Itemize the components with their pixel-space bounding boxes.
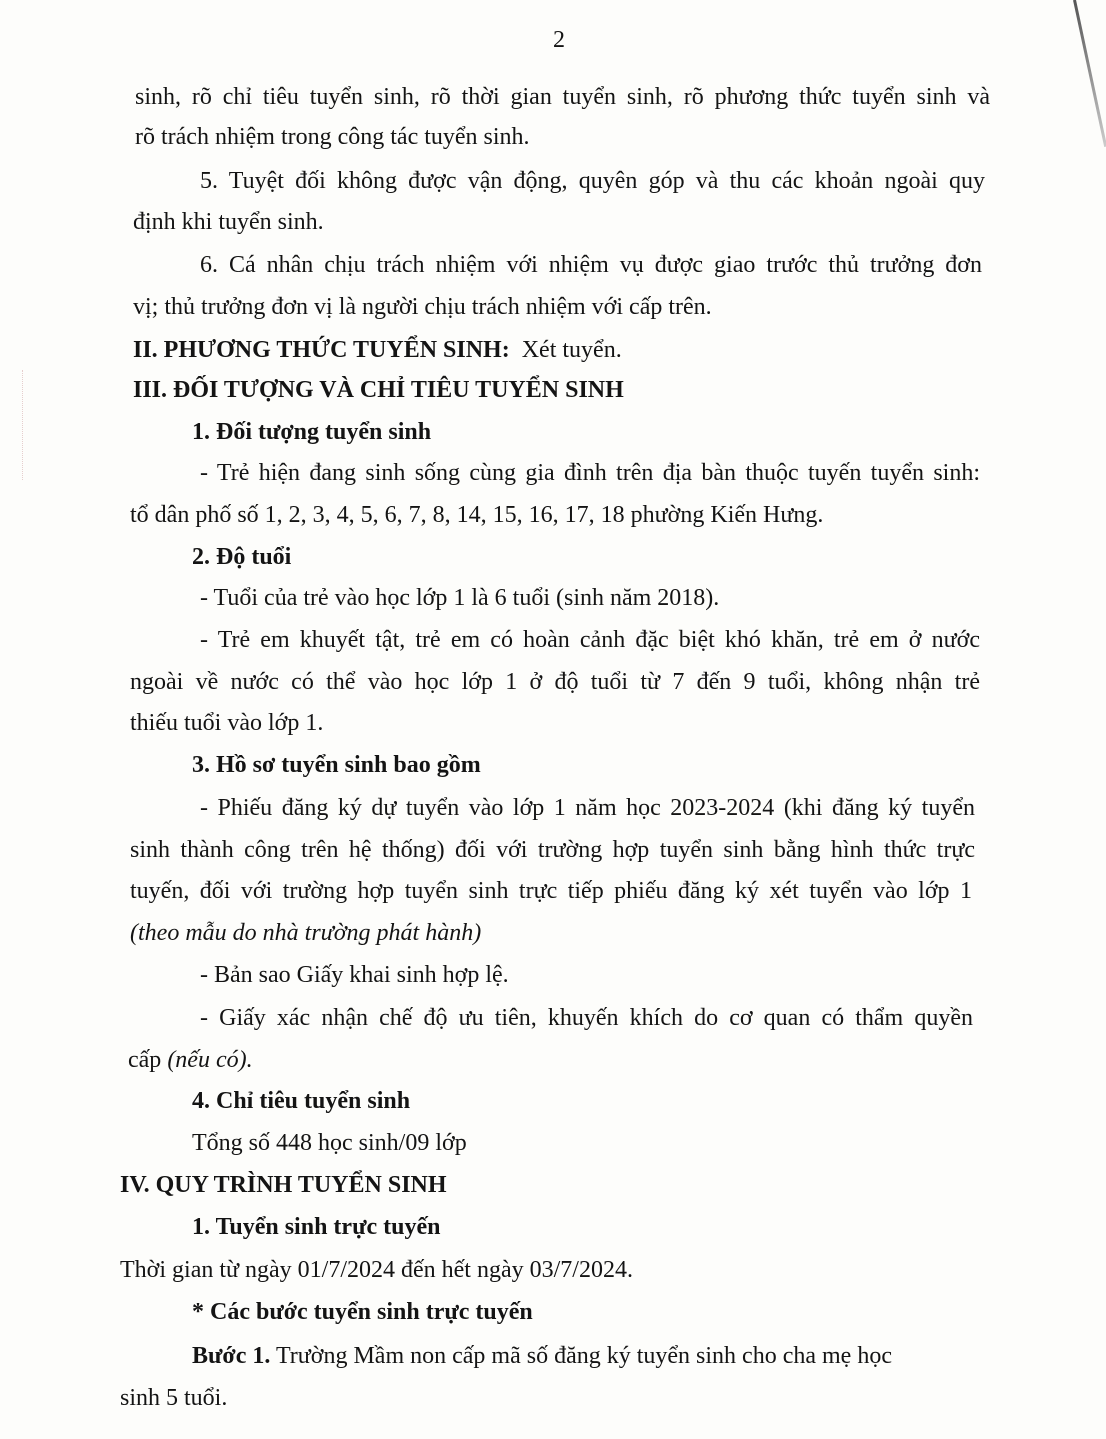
heading-text: II. PHƯƠNG THỨC TUYỂN SINH: xyxy=(133,337,510,363)
section-heading-ii xyxy=(133,335,622,365)
subheading: 1. Đối tượng tuyển sinh xyxy=(192,419,432,445)
paragraph-line: - Phiếu đăng ký dự tuyển vào lớp 1 năm học 2023-2024 (khi đăng ký tuyển xyxy=(200,795,975,821)
paragraph-line: 5. Tuyệt đối không được vận động, quyên góp và thu các khoản ngoài quy xyxy=(200,168,985,194)
subheading: 4. Chỉ tiêu tuyển sinh xyxy=(192,1088,411,1114)
subheading: 1. Tuyển sinh trực tuyến xyxy=(192,1214,441,1240)
note: (nếu có). xyxy=(167,1047,253,1073)
paragraph-line: tuyến, đối với trường hợp tuyển sinh trực tiếp phiếu đăng ký xét tuyển vào lớp 1 xyxy=(130,878,972,904)
paragraph-line: Tổng số 448 học sinh/09 lớp xyxy=(192,1130,467,1156)
paragraph-line: sinh, rõ chỉ tiêu tuyển sinh, rõ thời gian tuyển sinh, rõ phương thức tuyển sinh và xyxy=(135,84,990,110)
paragraph-line: sinh thành công trên hệ thống) đối với trường hợp tuyển sinh bằng hình thức trực xyxy=(130,837,975,863)
heading-value: Xét tuyển. xyxy=(521,337,622,363)
paragraph-line: tổ dân phố số 1, 2, 3, 4, 5, 6, 7, 8, 14, 15, 16, 17, 18 phường Kiến Hưng. xyxy=(130,502,824,528)
paragraph-line: định khi tuyển sinh. xyxy=(133,209,324,235)
step-label: Bước 1. xyxy=(192,1343,271,1369)
subheading: 3. Hồ sơ tuyển sinh bao gồm xyxy=(192,752,481,778)
section-heading-iii: III. ĐỐI TƯỢNG VÀ CHỈ TIÊU TUYỂN SINH xyxy=(133,377,624,403)
paragraph-line: ngoài về nước có thể vào học lớp 1 ở độ tuổi từ 7 đến 9 tuổi, không nhận trẻ xyxy=(130,669,980,695)
subheading: * Các bước tuyển sinh trực tuyến xyxy=(192,1299,533,1325)
step-text: Trường Mầm non cấp mã số đăng ký tuyển sinh cho cha mẹ học xyxy=(275,1343,892,1369)
stamp-fragment xyxy=(0,370,23,480)
paragraph-line: Thời gian từ ngày 01/7/2024 đến hết ngày 03/7/2024. xyxy=(120,1257,633,1283)
paragraph-line: - Tuổi của trẻ vào học lớp 1 là 6 tuổi (sinh năm 2018). xyxy=(200,585,720,611)
paragraph-line: - Bản sao Giấy khai sinh hợp lệ. xyxy=(200,962,509,988)
section-heading-iv: IV. QUY TRÌNH TUYỂN SINH xyxy=(120,1172,447,1198)
page-number: 2 xyxy=(553,27,565,53)
paragraph-line: vị; thủ trưởng đơn vị là người chịu trách nhiệm với cấp trên. xyxy=(133,294,712,320)
subheading: 2. Độ tuổi xyxy=(192,544,292,570)
paragraph-line: rõ trách nhiệm trong công tác tuyển sinh. xyxy=(135,124,530,150)
paragraph-line: 6. Cá nhân chịu trách nhiệm với nhiệm vụ được giao trước thủ trưởng đơn xyxy=(200,252,982,278)
paragraph-line: - Trẻ hiện đang sinh sống cùng gia đình trên địa bàn thuộc tuyến tuyển sinh: xyxy=(200,460,980,486)
page-edge-shadow xyxy=(1073,0,1106,147)
paragraph-line: - Giấy xác nhận chế độ ưu tiên, khuyến khích do cơ quan có thẩm quyền xyxy=(200,1005,973,1031)
paragraph-line xyxy=(192,1341,892,1371)
paragraph-line: sinh 5 tuổi. xyxy=(120,1385,228,1411)
paragraph-line-note: (theo mẫu do nhà trường phát hành) xyxy=(130,920,482,946)
paragraph-line: thiếu tuổi vào lớp 1. xyxy=(130,710,324,736)
paragraph-line: - Trẻ em khuyết tật, trẻ em có hoàn cảnh đặc biệt khó khăn, trẻ em ở nước xyxy=(200,627,980,653)
text: cấp xyxy=(128,1047,162,1073)
paragraph-line xyxy=(128,1045,253,1075)
